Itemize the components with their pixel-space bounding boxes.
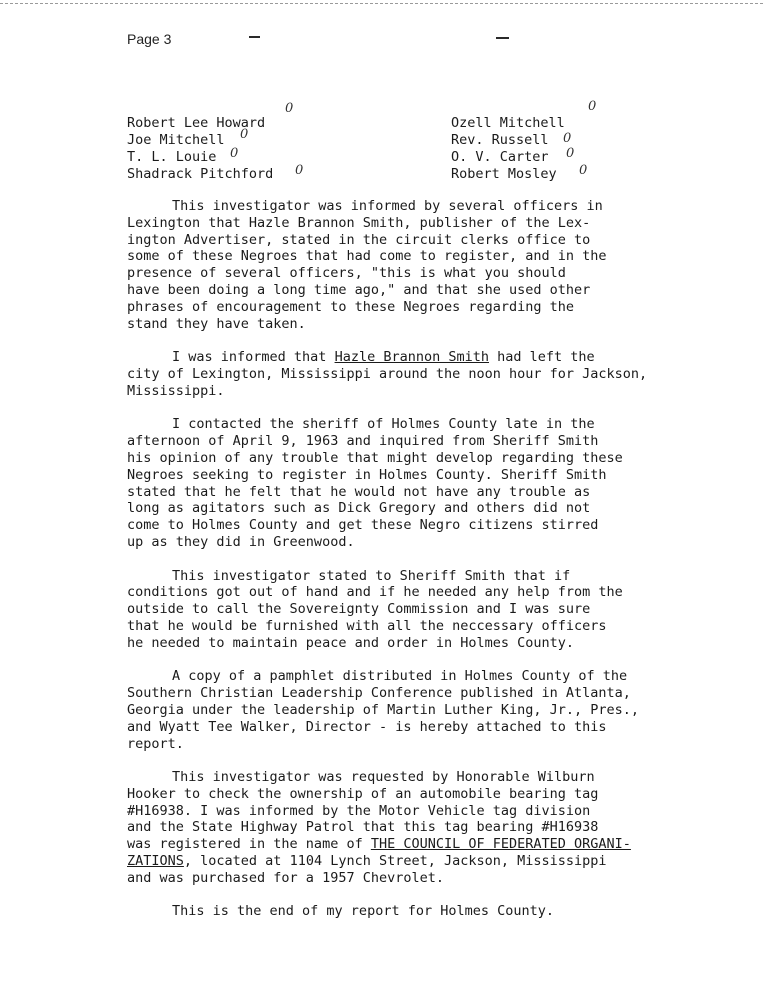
check-mark: 0 xyxy=(588,99,597,114)
name-entry xyxy=(127,149,273,166)
name-entry xyxy=(451,132,565,149)
check-mark: 0 xyxy=(285,101,294,116)
scan-top-border xyxy=(0,3,763,4)
name-entry xyxy=(127,166,273,183)
underlined-organization: ZATIONS xyxy=(127,853,184,870)
name-text: Joe Mitchell xyxy=(127,132,225,148)
check-mark: 0 xyxy=(563,131,572,146)
name-entry xyxy=(451,166,565,183)
names-right-column xyxy=(451,115,565,183)
paragraph-text: , located at 1104 Lynch Street, Jackson, Mississippi and was purchased for a 1957 Chevrolet. xyxy=(127,853,607,886)
check-mark: 0 xyxy=(579,163,588,178)
name-text: Ozell Mitchell xyxy=(451,115,565,131)
paragraph-pamphlet: A copy of a pamphlet distributed in Holmes County of the Southern Christian Leadership Conference published in Atlanta, Georgia under the leadership of Martin Luther King, Jr., Pres., and Wyatt Tee Walker, Director - is hereby attached to this report. xyxy=(127,668,640,752)
paragraph-text: This investigator was requested by Honorable Wilburn Hooker to check the ownership of an automobile bearing tag #H16938. I was informed by the Motor Vehicle tag division and the State Highway Patrol that this tag bearing #H16938 was registered in the name of xyxy=(127,769,599,853)
check-mark: 0 xyxy=(240,127,249,142)
name-text: O. V. Carter xyxy=(451,149,549,165)
name-text: Shadrack Pitchford xyxy=(127,166,274,182)
paragraph-commission-offer: This investigator stated to Sheriff Smith that if conditions got out of hand and if he needed any help from the outside to call the Sovereignty Commission and I was sure that he would be furnished with all the neccessary officers he needed to maintain peace and order in Holmes County. xyxy=(127,567,623,651)
name-entry xyxy=(451,115,565,132)
check-mark: 0 xyxy=(295,163,304,178)
name-text: Robert Mosley xyxy=(451,166,557,182)
check-mark: 0 xyxy=(230,146,239,161)
paragraph-sheriff-contact: I contacted the sheriff of Holmes County late in the afternoon of April 9, 1963 and inquired from Sheriff Smith his opinion of any trouble that might develop regarding these Negroes seeking to register in Holmes County. Sheriff Smith stated that he felt that he would not have any trouble as long as agitators such as Dick Gregory and others did not come to Holmes County and get these Negro citizens stirred up as they did in Greenwood. xyxy=(127,416,623,550)
scan-mark xyxy=(249,36,260,38)
paragraph-end-of-report: This is the end of my report for Holmes County. xyxy=(172,903,555,920)
report-body xyxy=(127,198,717,937)
name-entry xyxy=(451,149,565,166)
paragraph-smith-departure xyxy=(127,349,717,399)
name-text: Rev. Russell xyxy=(451,132,549,148)
underlined-organization: THE COUNCIL OF FEDERATED ORGANI- xyxy=(370,836,631,853)
underlined-name: Hazle Brannon Smith xyxy=(334,349,489,366)
page-number: Page 3 xyxy=(127,31,172,47)
names-left-column xyxy=(127,115,273,183)
paragraph-tag-ownership xyxy=(127,769,717,887)
scan-mark xyxy=(496,37,509,39)
name-entry xyxy=(127,132,273,149)
name-entry xyxy=(127,115,273,132)
check-mark: 0 xyxy=(566,146,575,161)
name-text: Robert Lee Howard xyxy=(127,115,266,131)
paragraph-officers-informed: This investigator was informed by several officers in Lexington that Hazle Brannon Smith, publisher of the Lex- ington Advertiser, stated in the circuit clerks office to some of these Negroes that had come to register, and in the presence of several officers, "this is what you should have been doing a long time ago," and that she used other phrases of encouragement to these Negroes regarding the stand they have taken. xyxy=(127,198,607,332)
paragraph-text: I was informed that xyxy=(172,349,335,366)
name-text: T. L. Louie xyxy=(127,149,217,165)
paragraph-text: had left the city of Lexington, Mississippi around the noon hour for Jackson, Mississippi. xyxy=(127,349,648,399)
